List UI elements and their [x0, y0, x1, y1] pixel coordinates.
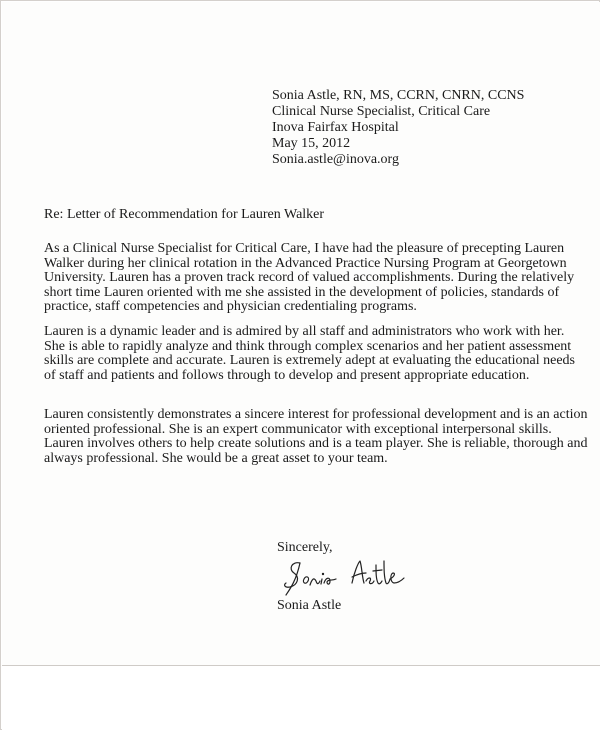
subject-line: Re: Letter of Recommendation for Lauren Walker — [44, 207, 325, 222]
signer-name: Sonia Astle — [277, 598, 342, 613]
letter-page — [2, 2, 600, 666]
paragraph-line: Walker during her clinical rotation in the Advanced Practice Nursing Program at Georgetown — [44, 255, 567, 271]
paragraph-line: short time Lauren oriented with me she assisted in the development of policies, standards of — [44, 284, 560, 300]
paragraph-line: University. Lauren has a proven track record of valued accomplishments. During the relatively — [44, 270, 575, 286]
sender-name-credentials: Sonia Astle, RN, MS, CCRN, CNRN, CCNS — [272, 88, 525, 103]
paragraph-line: She is able to rapidly analyze and think through complex scenarios and her patient assessment — [44, 338, 572, 354]
sender-organization: Inova Fairfax Hospital — [272, 120, 399, 135]
next-page-area — [2, 666, 600, 730]
paragraph-line: skills are complete and accurate. Lauren is extremely adept at evaluating the educational needs — [44, 353, 575, 369]
paragraph-line: Lauren consistently demonstrates a sincere interest for professional development and is an action — [44, 407, 588, 422]
paragraph-line: Lauren is a dynamic leader and is admired by all staff and administrators who work with her. — [44, 324, 565, 339]
closing-salutation: Sincerely, — [277, 540, 333, 555]
letterhead — [272, 88, 524, 168]
body-paragraph-1 — [44, 242, 584, 315]
paragraph-line: practice, staff competencies and physician credentialing programs. — [44, 299, 417, 315]
body-paragraph-2 — [44, 325, 584, 383]
paragraph-line: Lauren involves others to help create solutions and is a team player. She is reliable, thorough and — [44, 436, 588, 452]
paragraph-line: As a Clinical Nurse Specialist for Critical Care, I have had the pleasure of precepting Lauren — [44, 241, 565, 256]
sender-email: Sonia.astle@inova.org — [272, 152, 399, 167]
signature-icon — [280, 555, 410, 599]
paragraph-line: always professional. She would be a great asset to your team. — [44, 450, 388, 466]
letter-date: May 15, 2012 — [272, 136, 351, 151]
paragraph-line: of staff and patients and follows through to develop and present appropriate education. — [44, 367, 530, 383]
sender-title: Clinical Nurse Specialist, Critical Care — [272, 104, 491, 119]
body-paragraph-3 — [44, 407, 588, 466]
paragraph-line: oriented professional. She is an expert communicator with exceptional interpersonal skills. — [44, 421, 552, 437]
